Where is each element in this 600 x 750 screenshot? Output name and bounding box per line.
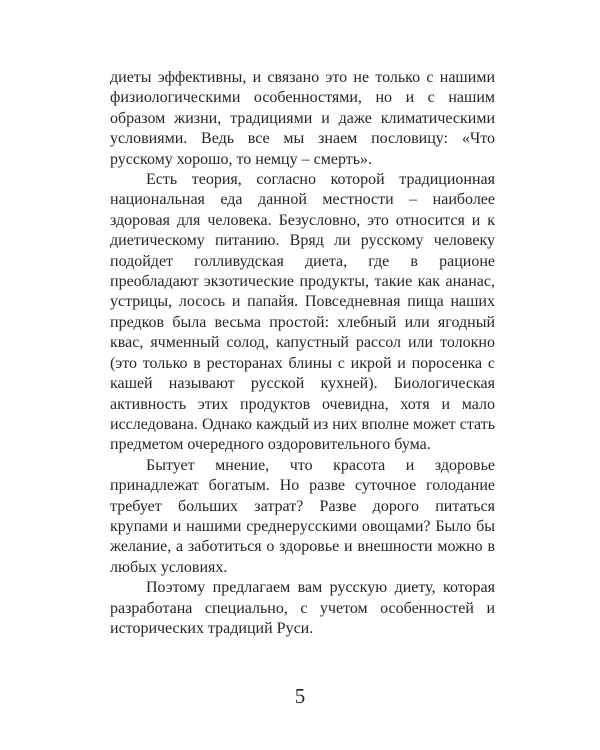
paragraph-opinion: Бытует мнение, что красота и здоровье принадлежат богатым. Но разве суточное голодание требует больших затрат? Разве дорого питаться крупами и нашими среднерусскими овощами? Было бы желание, а заботиться о здоровье и внешности можно в любых условиях. <box>110 456 495 576</box>
body-text <box>110 68 495 639</box>
paragraph-theory: Есть теория, согласно которой традиционная национальная еда данной местности – наиболее здоровая для человека. Безусловно, это относится и к диетическому питанию. Вряд ли русскому человеку подойдет голливудская диета, где в рационе преобладают экзотические продукты, такие как ананас, устрицы, лосось и папайя. Повседневная пища наших предков была весьма простой: хлебный или ягодный квас, ячменный солод, капустный рассол или толокно (это только в ресторанах блины с икрой и поросенка с кашей называют русской кухней). Биологическая активность этих продуктов очевидна, хотя и мало исследована. Однако каждый из них вполне может стать предметом очередного оздоровительного бума. <box>110 171 495 454</box>
paragraph-continued: диеты эффективны, и связано это не только с нашими физиологическими особенностями, но и с нашим образом жизни, традициями и даже климатическими условиями. Ведь все мы знаем пословицу: «Что русскому хорошо, то немцу – смерть». <box>110 69 495 168</box>
page-number: 5 <box>294 684 306 708</box>
paragraph-offer: Поэтому предлагаем вам русскую диету, которая разработана специально, с учетом особенностей и исторических традиций Руси. <box>110 579 495 637</box>
